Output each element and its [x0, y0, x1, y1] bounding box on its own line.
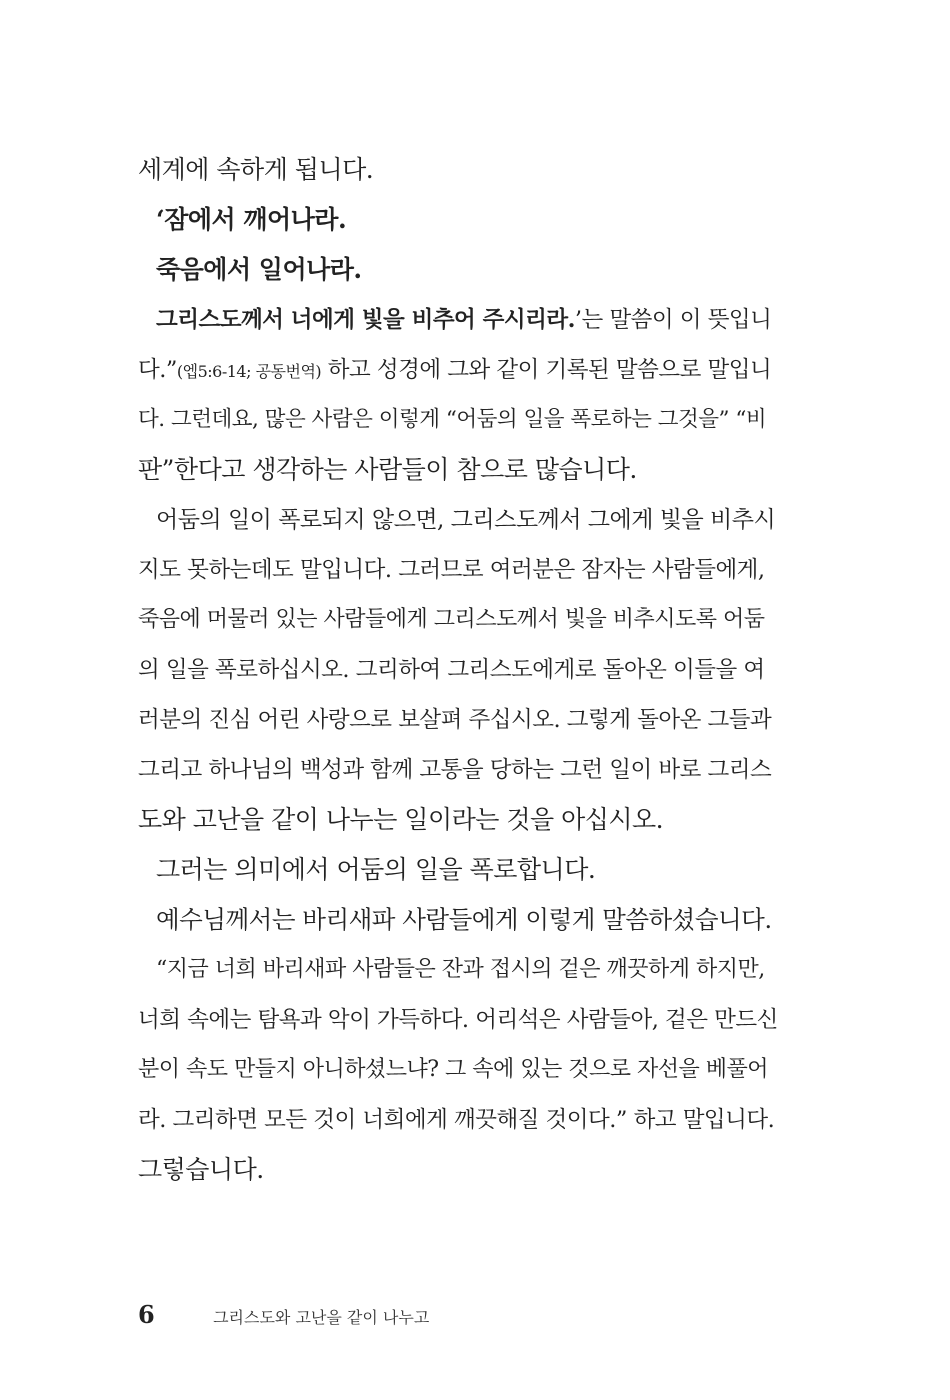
body-line: “지금 너희 바리새파 사람들은 잔과 접시의 겉은 깨끗하게 하지만, [156, 957, 765, 982]
body-text: ’는 말씀이 이 뜻입니 [574, 307, 772, 333]
body-line: 너희 속에는 탐욕과 악이 가득하다. 어리석은 사람들아, 겉은 만드신 [138, 1007, 778, 1033]
scripture-quote-text: 그리스도께서 너에게 빛을 비추어 주시리라. [156, 307, 575, 333]
body-line: 러분의 진심 어린 사랑으로 보살펴 주십시오. 그렇게 돌아온 그들과 [138, 707, 772, 733]
body-line: 판”한다고 생각하는 사람들이 참으로 많습니다. [138, 455, 637, 484]
body-line: 예수님께서는 바리새파 사람들에게 이렇게 말씀하셨습니다. [156, 905, 772, 934]
body-line [138, 345, 778, 395]
body-line: 세계에 속하게 됩니다. [138, 155, 374, 184]
body-text: 다.” [138, 357, 177, 383]
body-line: 어둠의 일이 폭로되지 않으면, 그리스도께서 그에게 빛을 비추시 [156, 507, 776, 533]
body-line: 지도 못하는데도 말입니다. 그러므로 여러분은 잠자는 사람들에게, [138, 557, 765, 583]
body-text: 하고 성경에 그와 같이 기록된 말씀으로 말입니 [321, 357, 772, 383]
body-line: 다. 그런데요, 많은 사람은 이렇게 “어둠의 일을 폭로하는 그것을” “비 [138, 407, 767, 432]
running-title: 그리스도와 고난을 같이 나누고 [213, 1308, 430, 1327]
body-line: 그렇습니다. [138, 1155, 264, 1184]
page-body [138, 145, 778, 1195]
body-line: 죽음에 머물러 있는 사람들에게 그리스도께서 빛을 비추시도록 어둠 [138, 607, 765, 632]
scripture-quote-line: ‘잠에서 깨어나라. [156, 205, 347, 234]
scripture-quote-line: 죽음에서 일어나라. [156, 255, 362, 284]
body-line: 그리고 하나님의 백성과 함께 고통을 당하는 그런 일이 바로 그리스 [138, 757, 772, 783]
body-line: 분이 속도 만들지 아니하셨느냐? 그 속에 있는 것으로 자선을 베풀어 [138, 1057, 769, 1082]
body-line [138, 295, 778, 345]
body-line: 의 일을 폭로하십시오. 그리하여 그리스도에게로 돌아온 이들을 여 [138, 657, 765, 683]
scripture-citation: (엡5:6-14; 공동번역) [176, 362, 322, 381]
body-line: 라. 그리하면 모든 것이 너희에게 깨끗해질 것이다.” 하고 말입니다. [138, 1107, 775, 1133]
body-line: 도와 고난을 같이 나누는 일이라는 것을 아십시오. [138, 805, 664, 834]
page-footer [138, 1300, 429, 1330]
body-line: 그러는 의미에서 어둠의 일을 폭로합니다. [156, 855, 596, 884]
page-number: 6 [138, 1300, 155, 1329]
